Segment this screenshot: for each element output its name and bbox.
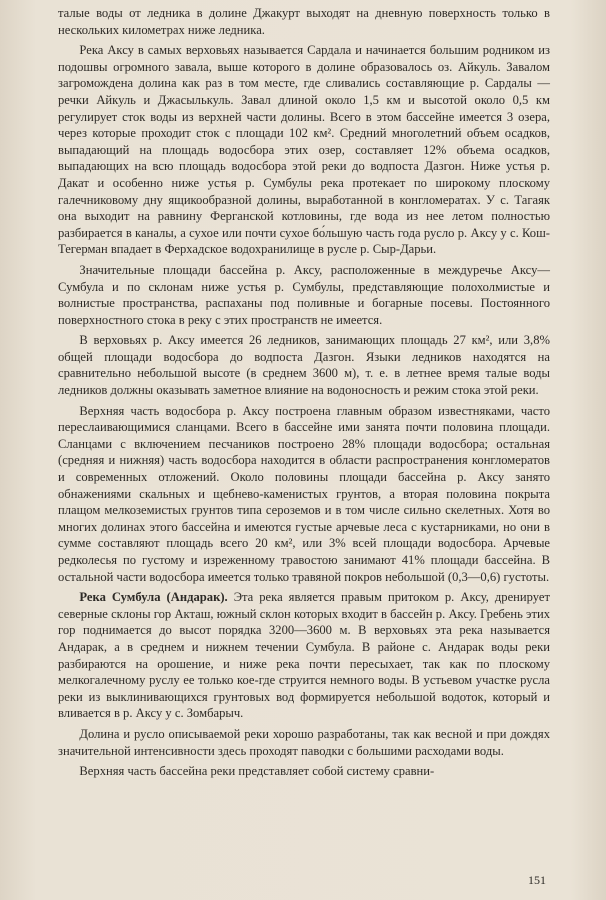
section-lead-sumbula: Река Сумбула (Андарак). — [79, 590, 228, 605]
paragraph-sumbula-upper-basin: Верхняя часть бассейна реки представляет собой систему сравни- — [79, 764, 435, 779]
paragraph-continuation: талые воды от ледника в долине Джакурт выходят на дневную поверхность только в нескольких километрах ниже ледника. — [58, 6, 550, 37]
paragraph-aksu-geology: Верхняя часть водосбора р. Аксу построена главным образом известняками, часто переслаивающимися сланцами. Всего в бассейне ими занята почти половина площади. Сланцами с включением песчаников построено 28% площади водосбора; остальная (средняя и нижняя) часть водосбора находится в области распространения конгломератов и современных отложений. Около половины площади бассейна р. Аксу занято обнажениями скальных и щебнево-каменистых грунтов, а вторая половина покрыта плащом мелкоземистых грунтов типа сероземов и в том числе сильно скелетных. Хотя во многих долинах этого бассейна и имеются густые арчевые леса с кустарниками, но они в сумме составляют площадь всего 20 км², или 3% всей площади водосбора. Арчевые редколесья по густому и изреженному травостою занимают 41% площади бассейна. В остальной части водосбора имеется только травяной покров небольшой (0,3—0,6) густоты. — [58, 403, 550, 584]
paragraph-sumbula — [58, 589, 550, 722]
page-body — [58, 5, 550, 780]
page-number: 151 — [528, 873, 546, 887]
paragraph-sumbula-text: Эта река является правым притоком р. Аксу, дренирует северные склоны гор Акташ, южный склон которых входит в бассейн р. Аксу. Гребень этих гор поднимается до высот порядка 3200—3600 м. В верховьях эта река называется Андарак, а в среднем и нижнем течении Сумбула. В районе с. Андарак воды реки разбираются на орошение, и ниже река почти пересыхает, так как по плоскому мелкогалечному руслу ее только кое-где струится немного воды. В устьевом участке русла реки из выклинивающихся грунтовых вод формируется небольшой водоток, который и вливается в р. Аксу у с. Зомбарыч. — [58, 590, 550, 721]
paragraph-sumbula-valley: Долина и русло описываемой реки хорошо разработаны, так как весной и при дождях значительной интенсивности здесь проходят паводки с большими расходами воды. — [58, 726, 550, 758]
paragraph-aksu-cultivated-areas: Значительные площади бассейна р. Аксу, расположенные в междуречье Аксу—Сумбула и по склонам ниже устья р. Сумбулы, представляющие полохолмистые и волнистые пространства, распаханы под поливные и богарные посевы. Постоянного поверхностного стока в реку с этих пространств не имеется. — [58, 262, 550, 327]
paragraph-aksu-glaciers: В верховьях р. Аксу имеется 26 ледников, занимающих площадь 27 км², или 3,8% общей площади водосбора до водпоста Дазгон. Языки ледников находятся на сравнительно небольшой высоте (в среднем 3600 м), т. е. в летнее время талые воды ледников должны оказывать заметное влияние на водоносность и режим стока этой реки. — [58, 333, 550, 398]
paragraph-aksu-upper-course: Река Аксу в самых верховьях называется Сардала и начинается большим родником из подошвы огромного завала, выше которого в долине образовалось оз. Айкуль. Завалом загромождена долина как раз в том месте, где сливались составляющие р. Сардалы — речки Айкуль и Джасылькуль. Завал длиной около 1,5 км и высотой около 0,5 км регулирует сток воды из верхней части долины. Всего в этом бассейне имеется 3 озера, через которые проходит сток с площади 102 км². Средний многолетний объем осадков, выпадающий на площадь водосбора этих озер, составляет 12% объема осадков, выпадающих на всю площадь водосбора этой реки до водпоста Дазгон. Ниже устья р. Дакат и особенно ниже устья р. Сумбулы река протекает по широкому плоскому галечниковому дну ящикообразной долины, выработанной в конгломератах. У с. Тагаяк она выходит на равнину Ферганской котловины, где вода из нее летом полностью разбирается в каналы, а сухое или почти сухое бо́льшую часть года русло р. Аксу у с. Кош-Тегерман впадает в Ферхадское водохранилище в русле р. Сыр-Дарьи. — [58, 43, 550, 257]
